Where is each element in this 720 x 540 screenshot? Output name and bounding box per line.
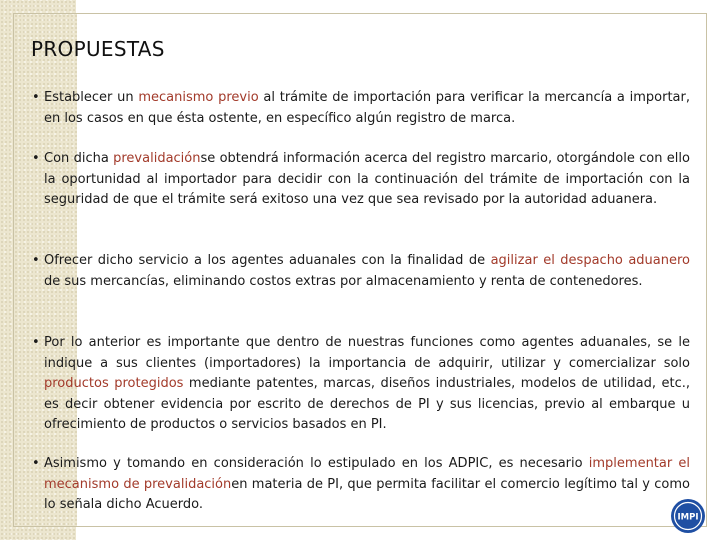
bullet-text: se obtendrá información acerca del registro marcario, otorgándole con ello la oportunidad al importador para decidir con la continuación del trámite de importación con la seguridad de que el trámite será exitoso una vez que sea revisado por la autoridad aduanera. (44, 151, 690, 207)
bullet-highlight: mecanismo previo (138, 90, 259, 105)
bullet-text: de sus mercancías, eliminando costos extras por almacenamiento y renta de contenedores. (44, 273, 643, 289)
bullet-item (30, 333, 690, 436)
bullet-dot: • (32, 335, 40, 350)
logo-text: IMPI (677, 512, 699, 523)
bullet-text: mediante patentes, marcas, diseños industriales, modelos de utilidad, etc., es decir obtener evidencia por escrito de derechos de PI y sus licencias, previo al embarque u ofrecimiento de productos o servicios basados en PI. (44, 376, 690, 432)
bullet-item (30, 149, 690, 211)
bullet-dot: • (32, 151, 40, 166)
bullet-highlight: productos protegidos (44, 376, 184, 391)
bullet-item (30, 454, 690, 516)
bullet-text: en materia de PI, que permita facilitar el comercio legítimo tal y como lo señala dicho Acuerdo. (44, 476, 690, 512)
page-title: PROPUESTAS (31, 37, 165, 61)
bullet-item (30, 88, 690, 129)
bullet-text: Con dicha (44, 151, 114, 166)
bullet-dot: • (32, 456, 40, 471)
bullet-text: Establecer un (44, 90, 139, 105)
slide-frame (13, 13, 707, 527)
bullet-text: Ofrecer dicho servicio a los agentes aduanales con la finalidad de (44, 253, 491, 268)
slide-content (14, 14, 706, 526)
impi-logo-icon (670, 498, 706, 534)
bullet-item (30, 251, 690, 292)
bullet-text: Por lo anterior es importante que dentro de nuestras funciones como agentes aduanales, se le indique a sus clientes (importadores) la importancia de adquirir, utilizar y comercializar solo (44, 335, 690, 371)
bullet-text: al trámite de importación para verificar la mercancía a importar, en los casos en que ésta ostente, en específico algún registro de marca. (44, 90, 691, 126)
bullet-highlight: implementar el mecanismo de prevalidación (44, 456, 690, 492)
bullet-dot: • (32, 253, 40, 268)
bullet-text: Asimismo y tomando en consideración lo estipulado en los ADPIC, es necesario (44, 456, 589, 471)
bullet-highlight: agilizar el despacho aduanero (490, 253, 691, 268)
bullet-dot: • (32, 90, 40, 105)
bullet-highlight: prevalidación (113, 151, 201, 166)
